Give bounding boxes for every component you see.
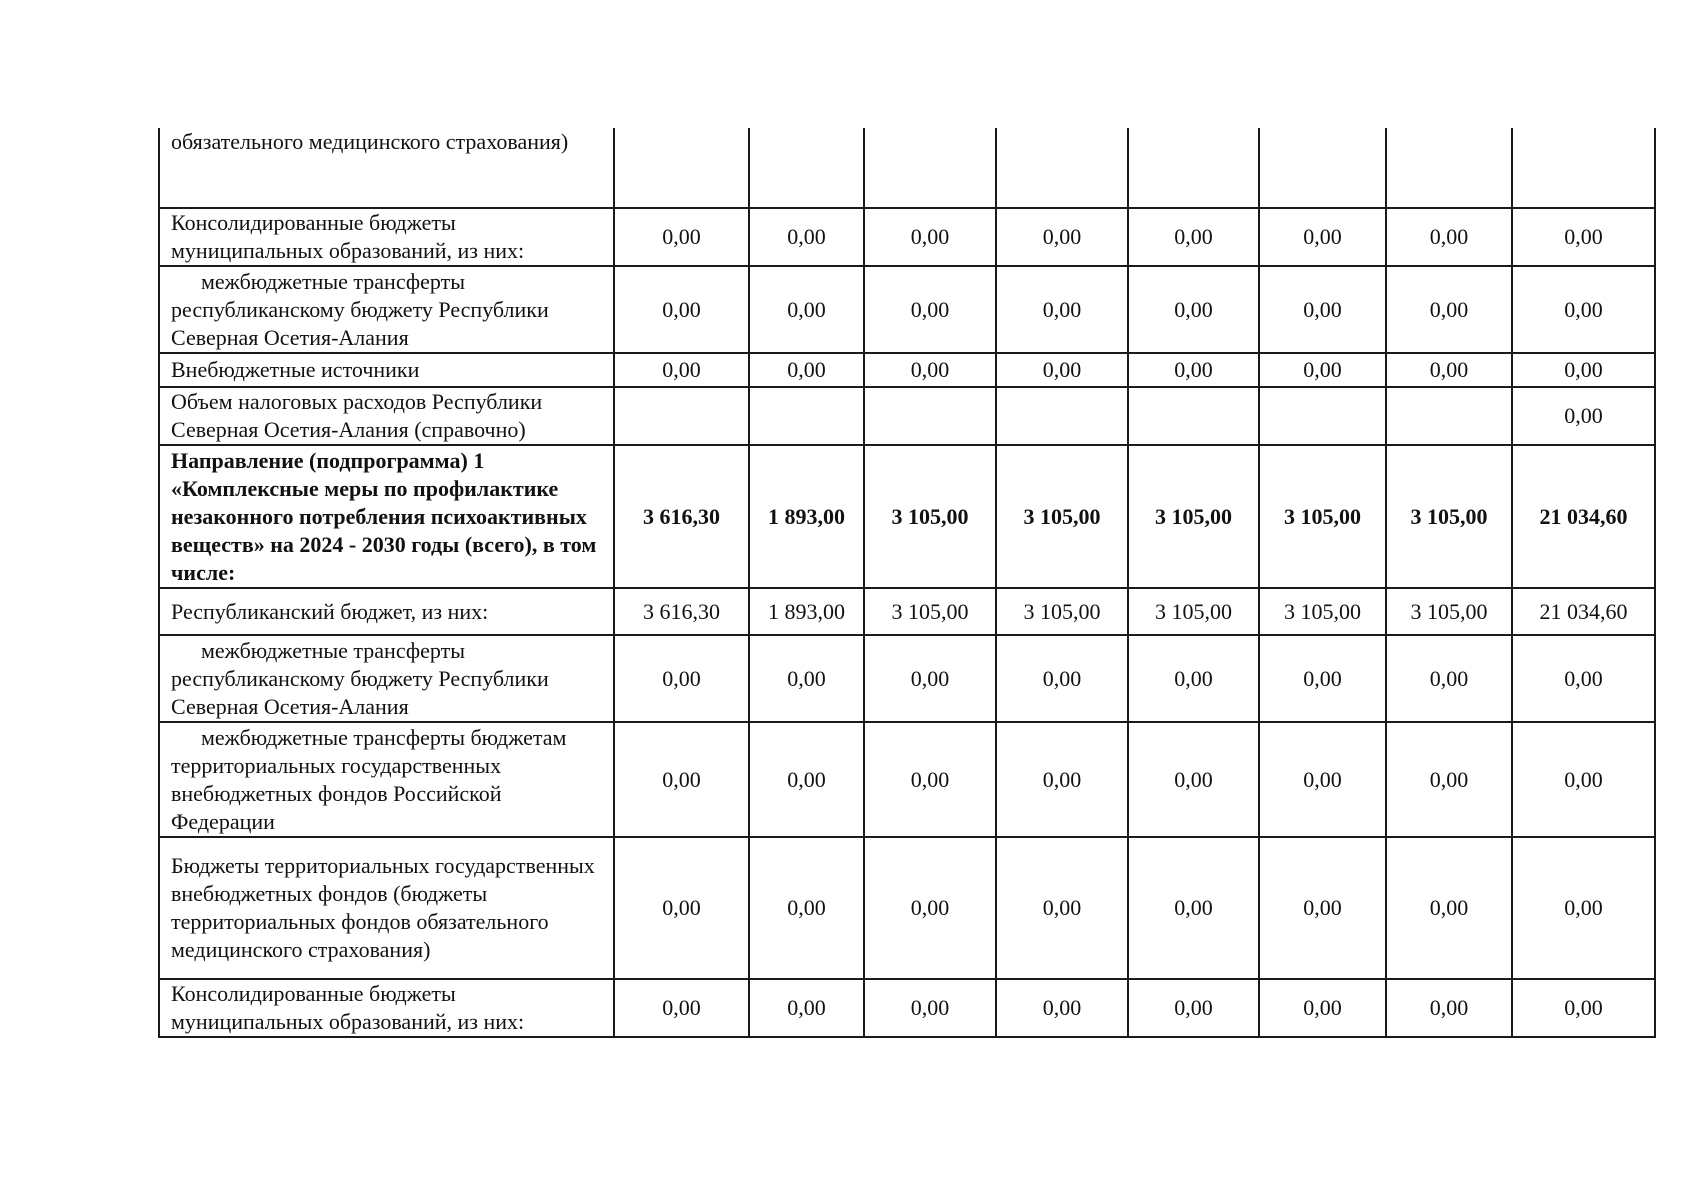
value-cell: 0,00 (1259, 837, 1386, 979)
table-row (159, 353, 1655, 387)
value-cell: 0,00 (996, 266, 1128, 353)
value-cell: 3 616,30 (614, 445, 749, 588)
value-cell: 3 105,00 (1259, 588, 1386, 635)
value-cell: 0,00 (614, 979, 749, 1037)
value-cell: 0,00 (1128, 353, 1259, 387)
value-cell: 0,00 (1259, 353, 1386, 387)
value-cell: 1 893,00 (749, 588, 864, 635)
value-cell: 0,00 (996, 353, 1128, 387)
value-cell (614, 128, 749, 208)
table-row (159, 979, 1655, 1037)
value-cell: 3 616,30 (614, 588, 749, 635)
row-label: Бюджеты территориальных государственных внебюджетных фондов (бюджеты территориальных фондов обязательного медицинского страхования) (171, 853, 595, 962)
value-cell: 3 105,00 (864, 445, 996, 588)
row-label-cell (159, 445, 614, 588)
value-cell: 0,00 (614, 635, 749, 722)
row-label-cell (159, 128, 614, 208)
row-label-cell (159, 979, 614, 1037)
value-cell: 0,00 (1512, 208, 1655, 266)
value-cell: 0,00 (864, 979, 996, 1037)
value-cell: 0,00 (1259, 635, 1386, 722)
value-cell: 0,00 (1386, 635, 1512, 722)
value-cell (1386, 128, 1512, 208)
value-cell: 0,00 (749, 353, 864, 387)
value-cell: 0,00 (614, 266, 749, 353)
value-cell: 0,00 (614, 722, 749, 837)
value-cell (614, 387, 749, 445)
row-label-cell (159, 837, 614, 979)
value-cell: 0,00 (1512, 837, 1655, 979)
table-body (159, 128, 1655, 1037)
value-cell: 0,00 (1512, 266, 1655, 353)
value-cell: 3 105,00 (996, 588, 1128, 635)
value-cell (996, 387, 1128, 445)
value-cell: 0,00 (614, 208, 749, 266)
table-row (159, 588, 1655, 635)
value-cell: 3 105,00 (864, 588, 996, 635)
row-label: Республиканский бюджет, из них: (171, 598, 489, 624)
value-cell: 0,00 (749, 979, 864, 1037)
value-cell: 0,00 (1386, 722, 1512, 837)
value-cell: 3 105,00 (1386, 588, 1512, 635)
row-label: Объем налоговых расходов Республики Северная Осетия-Алания (справочно) (171, 389, 543, 442)
value-cell: 0,00 (996, 635, 1128, 722)
value-cell: 0,00 (864, 266, 996, 353)
value-cell: 0,00 (1512, 353, 1655, 387)
value-cell (1386, 387, 1512, 445)
value-cell: 0,00 (1386, 979, 1512, 1037)
value-cell: 1 893,00 (749, 445, 864, 588)
value-cell: 0,00 (1386, 266, 1512, 353)
row-label-cell (159, 387, 614, 445)
value-cell: 0,00 (1259, 979, 1386, 1037)
value-cell: 0,00 (1386, 353, 1512, 387)
row-label-cell (159, 266, 614, 353)
value-cell: 0,00 (1128, 722, 1259, 837)
row-label-cell (159, 353, 614, 387)
budget-table (158, 128, 1656, 1038)
table-row (159, 387, 1655, 445)
value-cell: 0,00 (1128, 979, 1259, 1037)
value-cell: 0,00 (864, 837, 996, 979)
row-label: Направление (подпрограмма) 1 «Комплексные меры по профилактике незаконного потребления психоактивных веществ» на 2024 - 2030 годы (всего), в том числе: (171, 447, 597, 585)
value-cell: 0,00 (996, 837, 1128, 979)
row-label: обязательного медицинского страхования) (171, 129, 569, 154)
value-cell: 0,00 (864, 635, 996, 722)
value-cell: 0,00 (614, 353, 749, 387)
value-cell: 0,00 (1128, 837, 1259, 979)
value-cell: 0,00 (1259, 208, 1386, 266)
row-label-cell (159, 208, 614, 266)
value-cell (864, 387, 996, 445)
value-cell: 0,00 (614, 837, 749, 979)
value-cell (1512, 128, 1655, 208)
value-cell (1259, 387, 1386, 445)
table-row (159, 445, 1655, 588)
row-label: межбюджетные трансферты республиканскому бюджету Республики Северная Осетия-Алания (171, 268, 549, 350)
value-cell: 0,00 (1386, 837, 1512, 979)
value-cell: 0,00 (996, 979, 1128, 1037)
value-cell: 3 105,00 (1259, 445, 1386, 588)
table-row (159, 128, 1655, 208)
value-cell: 3 105,00 (996, 445, 1128, 588)
value-cell: 0,00 (749, 635, 864, 722)
table-row (159, 837, 1655, 979)
value-cell: 0,00 (864, 353, 996, 387)
row-label: межбюджетные трансферты бюджетам территориальных государственных внебюджетных фондов Российской Федерации (171, 724, 567, 834)
value-cell: 0,00 (1512, 635, 1655, 722)
value-cell: 0,00 (749, 208, 864, 266)
row-label: Консолидированные бюджеты муниципальных образований, из них: (171, 210, 525, 263)
value-cell: 0,00 (749, 266, 864, 353)
value-cell: 3 105,00 (1128, 588, 1259, 635)
value-cell: 0,00 (996, 208, 1128, 266)
table-row (159, 208, 1655, 266)
row-label-cell (159, 635, 614, 722)
value-cell (1128, 128, 1259, 208)
value-cell: 0,00 (1386, 208, 1512, 266)
value-cell: 21 034,60 (1512, 445, 1655, 588)
value-cell: 0,00 (1128, 266, 1259, 353)
value-cell (996, 128, 1128, 208)
table-row (159, 635, 1655, 722)
value-cell: 0,00 (996, 722, 1128, 837)
value-cell (749, 128, 864, 208)
value-cell (749, 387, 864, 445)
table-row (159, 266, 1655, 353)
value-cell: 0,00 (1128, 208, 1259, 266)
value-cell: 0,00 (1512, 722, 1655, 837)
value-cell: 0,00 (1128, 635, 1259, 722)
value-cell (1259, 128, 1386, 208)
value-cell: 3 105,00 (1386, 445, 1512, 588)
value-cell: 21 034,60 (1512, 588, 1655, 635)
table-row (159, 722, 1655, 837)
value-cell: 0,00 (1259, 266, 1386, 353)
value-cell: 0,00 (749, 722, 864, 837)
row-label: Внебюджетные источники (171, 357, 420, 382)
value-cell (1128, 387, 1259, 445)
row-label-cell (159, 588, 614, 635)
row-label: Консолидированные бюджеты муниципальных образований, из них: (171, 981, 525, 1034)
row-label: межбюджетные трансферты республиканскому бюджету Республики Северная Осетия-Алания (171, 637, 549, 719)
row-label-cell (159, 722, 614, 837)
value-cell: 0,00 (1512, 387, 1655, 445)
value-cell: 0,00 (1512, 979, 1655, 1037)
value-cell (864, 128, 996, 208)
value-cell: 0,00 (749, 837, 864, 979)
value-cell: 0,00 (864, 208, 996, 266)
value-cell: 0,00 (864, 722, 996, 837)
value-cell: 0,00 (1259, 722, 1386, 837)
value-cell: 3 105,00 (1128, 445, 1259, 588)
